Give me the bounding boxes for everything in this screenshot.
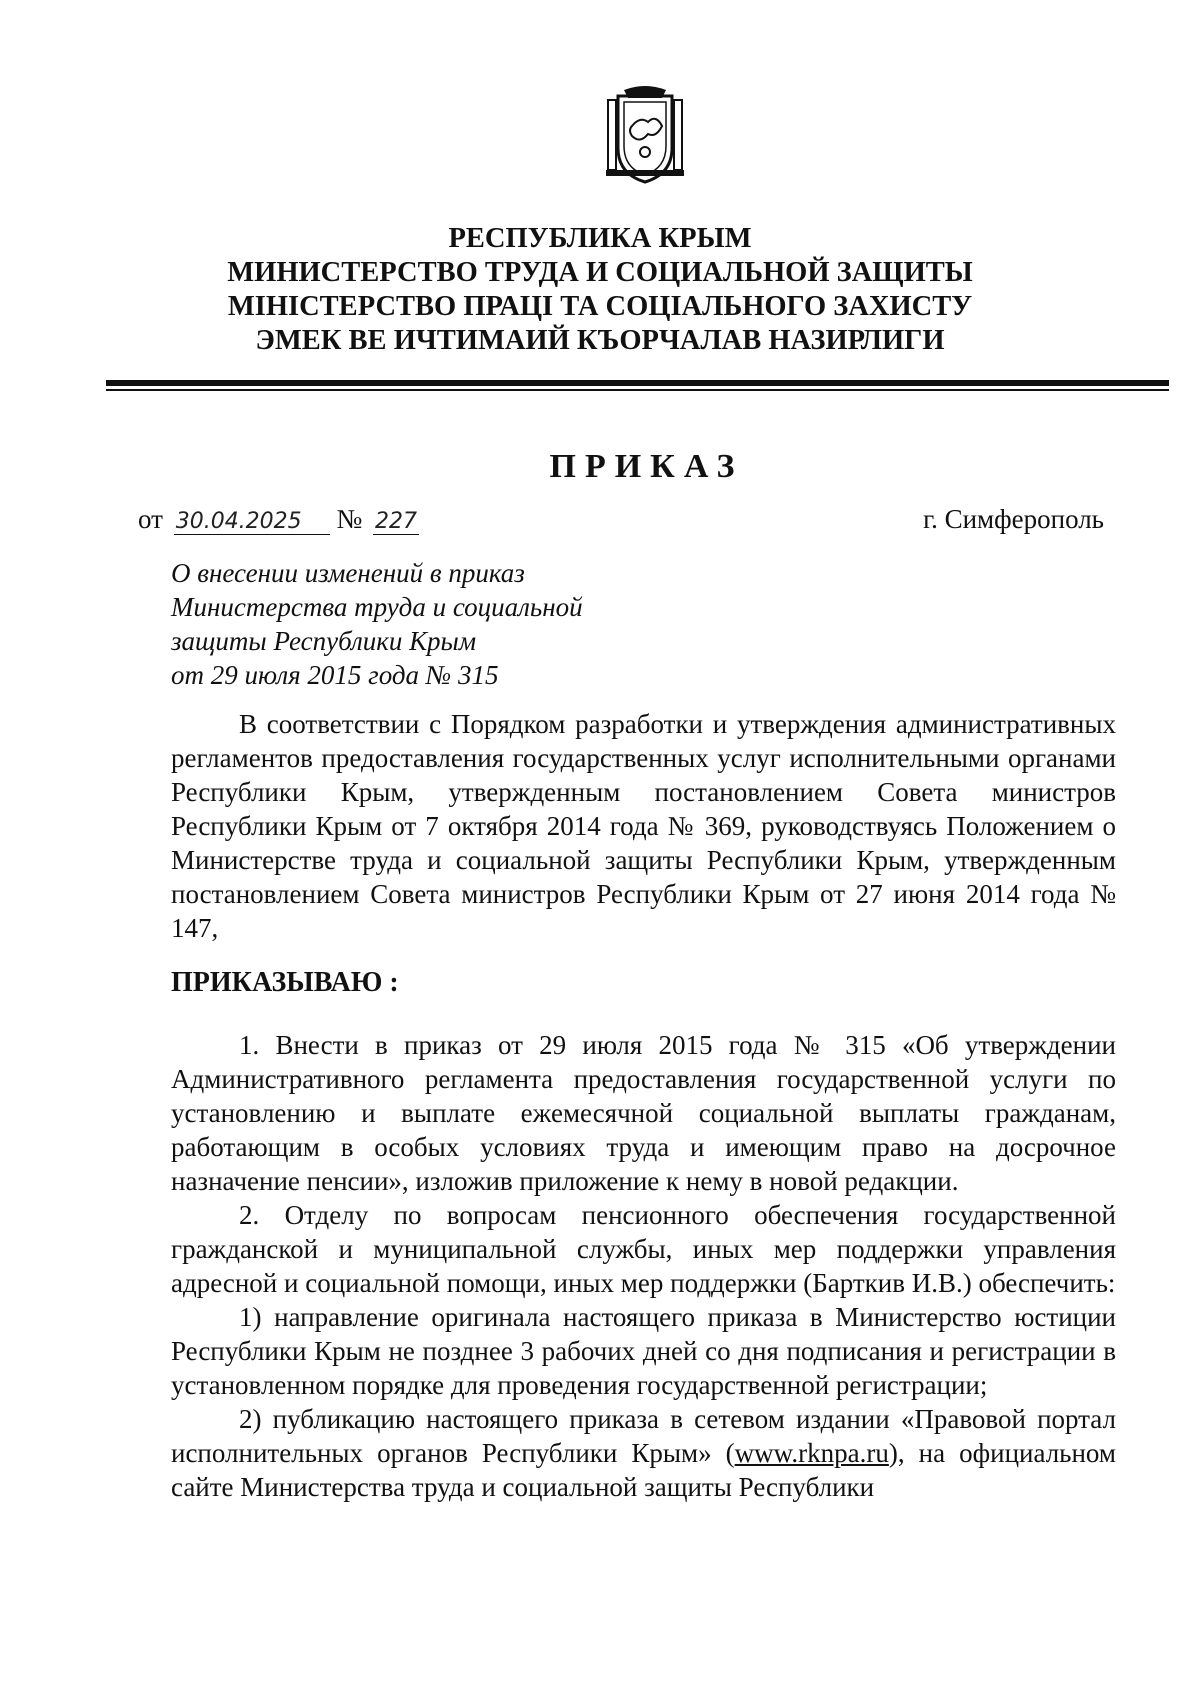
header-line-3: МІНІСТЕРСТВО ПРАЦІ ТА СОЦІАЛЬНОГО ЗАХИСТУ	[227, 291, 973, 322]
subject-line: защиты Республики Крым	[171, 626, 477, 656]
number-prefix: №	[336, 504, 363, 534]
subject-line: от 29 июля 2015 года № 315	[171, 660, 499, 690]
handwritten-date: 30.04.2025	[174, 509, 330, 535]
portal-link[interactable]: www.rknpa.ru	[734, 1438, 889, 1468]
order-subitem-2	[171, 1402, 1116, 1504]
crimea-coat-of-arms-icon	[604, 86, 686, 186]
date-number-line	[138, 504, 419, 535]
order-item-2: 2. Отделу по вопросам пенсионного обеспечения государственной гражданской и муниципальной службы, иных мер поддержки управления адресной и социальной помощи, иных мер поддержки (Барткив И.В.) обеспечить:	[171, 1200, 1116, 1298]
header-divider-thin	[106, 389, 1169, 391]
header-line-4: ЭМЕК ВЕ ИЧТИМАИЙ КЪОРЧАЛАВ НАЗИРЛИГИ	[255, 325, 945, 356]
date-prefix: от	[138, 504, 163, 534]
order-item-1: 1. Внести в приказ от 29 июля 2015 года № 315 «Об утверждении Административного регламента предоставления государственной услуги по установлению и выплате ежемесячной социальной выплаты гражданам, работающим в особых условиях труда и имеющим право на досрочное назначение пенсии», изложив приложение к нему в новой редакции.	[171, 1030, 1116, 1196]
ministry-header	[100, 222, 1100, 358]
preamble-paragraph: В соответствии с Порядком разработки и утверждения административных регламентов предоставления государственных услуг исполнительными органами Республики Крым, утвержденным постановлением Совета министров Республики Крым от 7 октября 2014 года № 369, руководствуясь Положением о Министерстве труда и социальной защиты Республики Крым, утвержденным постановлением Совета министров Республики Крым от 27 июня 2014 года № 147,	[171, 709, 1116, 943]
header-line-1: РЕСПУБЛИКА КРЫМ	[448, 223, 752, 254]
order-heading: ПРИКАЗЫВАЮ :	[171, 967, 399, 998]
subitem-2-text-start: 2) публикацию настоящего приказа в сетевом издании «Правовой портал исполнительных органов Республики Крым» (	[171, 1404, 1116, 1468]
order-subject	[171, 556, 583, 692]
header-line-2: МИНИСТЕРСТВО ТРУДА И СОЦИАЛЬНОЙ ЗАЩИТЫ	[227, 257, 973, 288]
document-title: ПРИКАЗ	[549, 448, 744, 485]
header-divider-thick	[106, 380, 1169, 386]
subject-line: Министерства труда и социальной	[171, 592, 583, 622]
preamble-block	[171, 707, 1116, 945]
subitem-2-text-end: ), на официальном сайте Министерства труда и социальной защиты Республики	[171, 1438, 1116, 1502]
city-label: г. Симферополь	[923, 504, 1104, 534]
subject-line: О внесении изменений в приказ	[171, 558, 525, 588]
handwritten-number: 227	[374, 509, 417, 534]
order-subitem-1: 1) направление оригинала настоящего приказа в Министерство юстиции Республики Крым не позднее 3 рабочих дней со дня подписания и регистрации в установленном порядке для проведения государственной регистрации;	[171, 1302, 1116, 1400]
order-items	[171, 1028, 1116, 1504]
